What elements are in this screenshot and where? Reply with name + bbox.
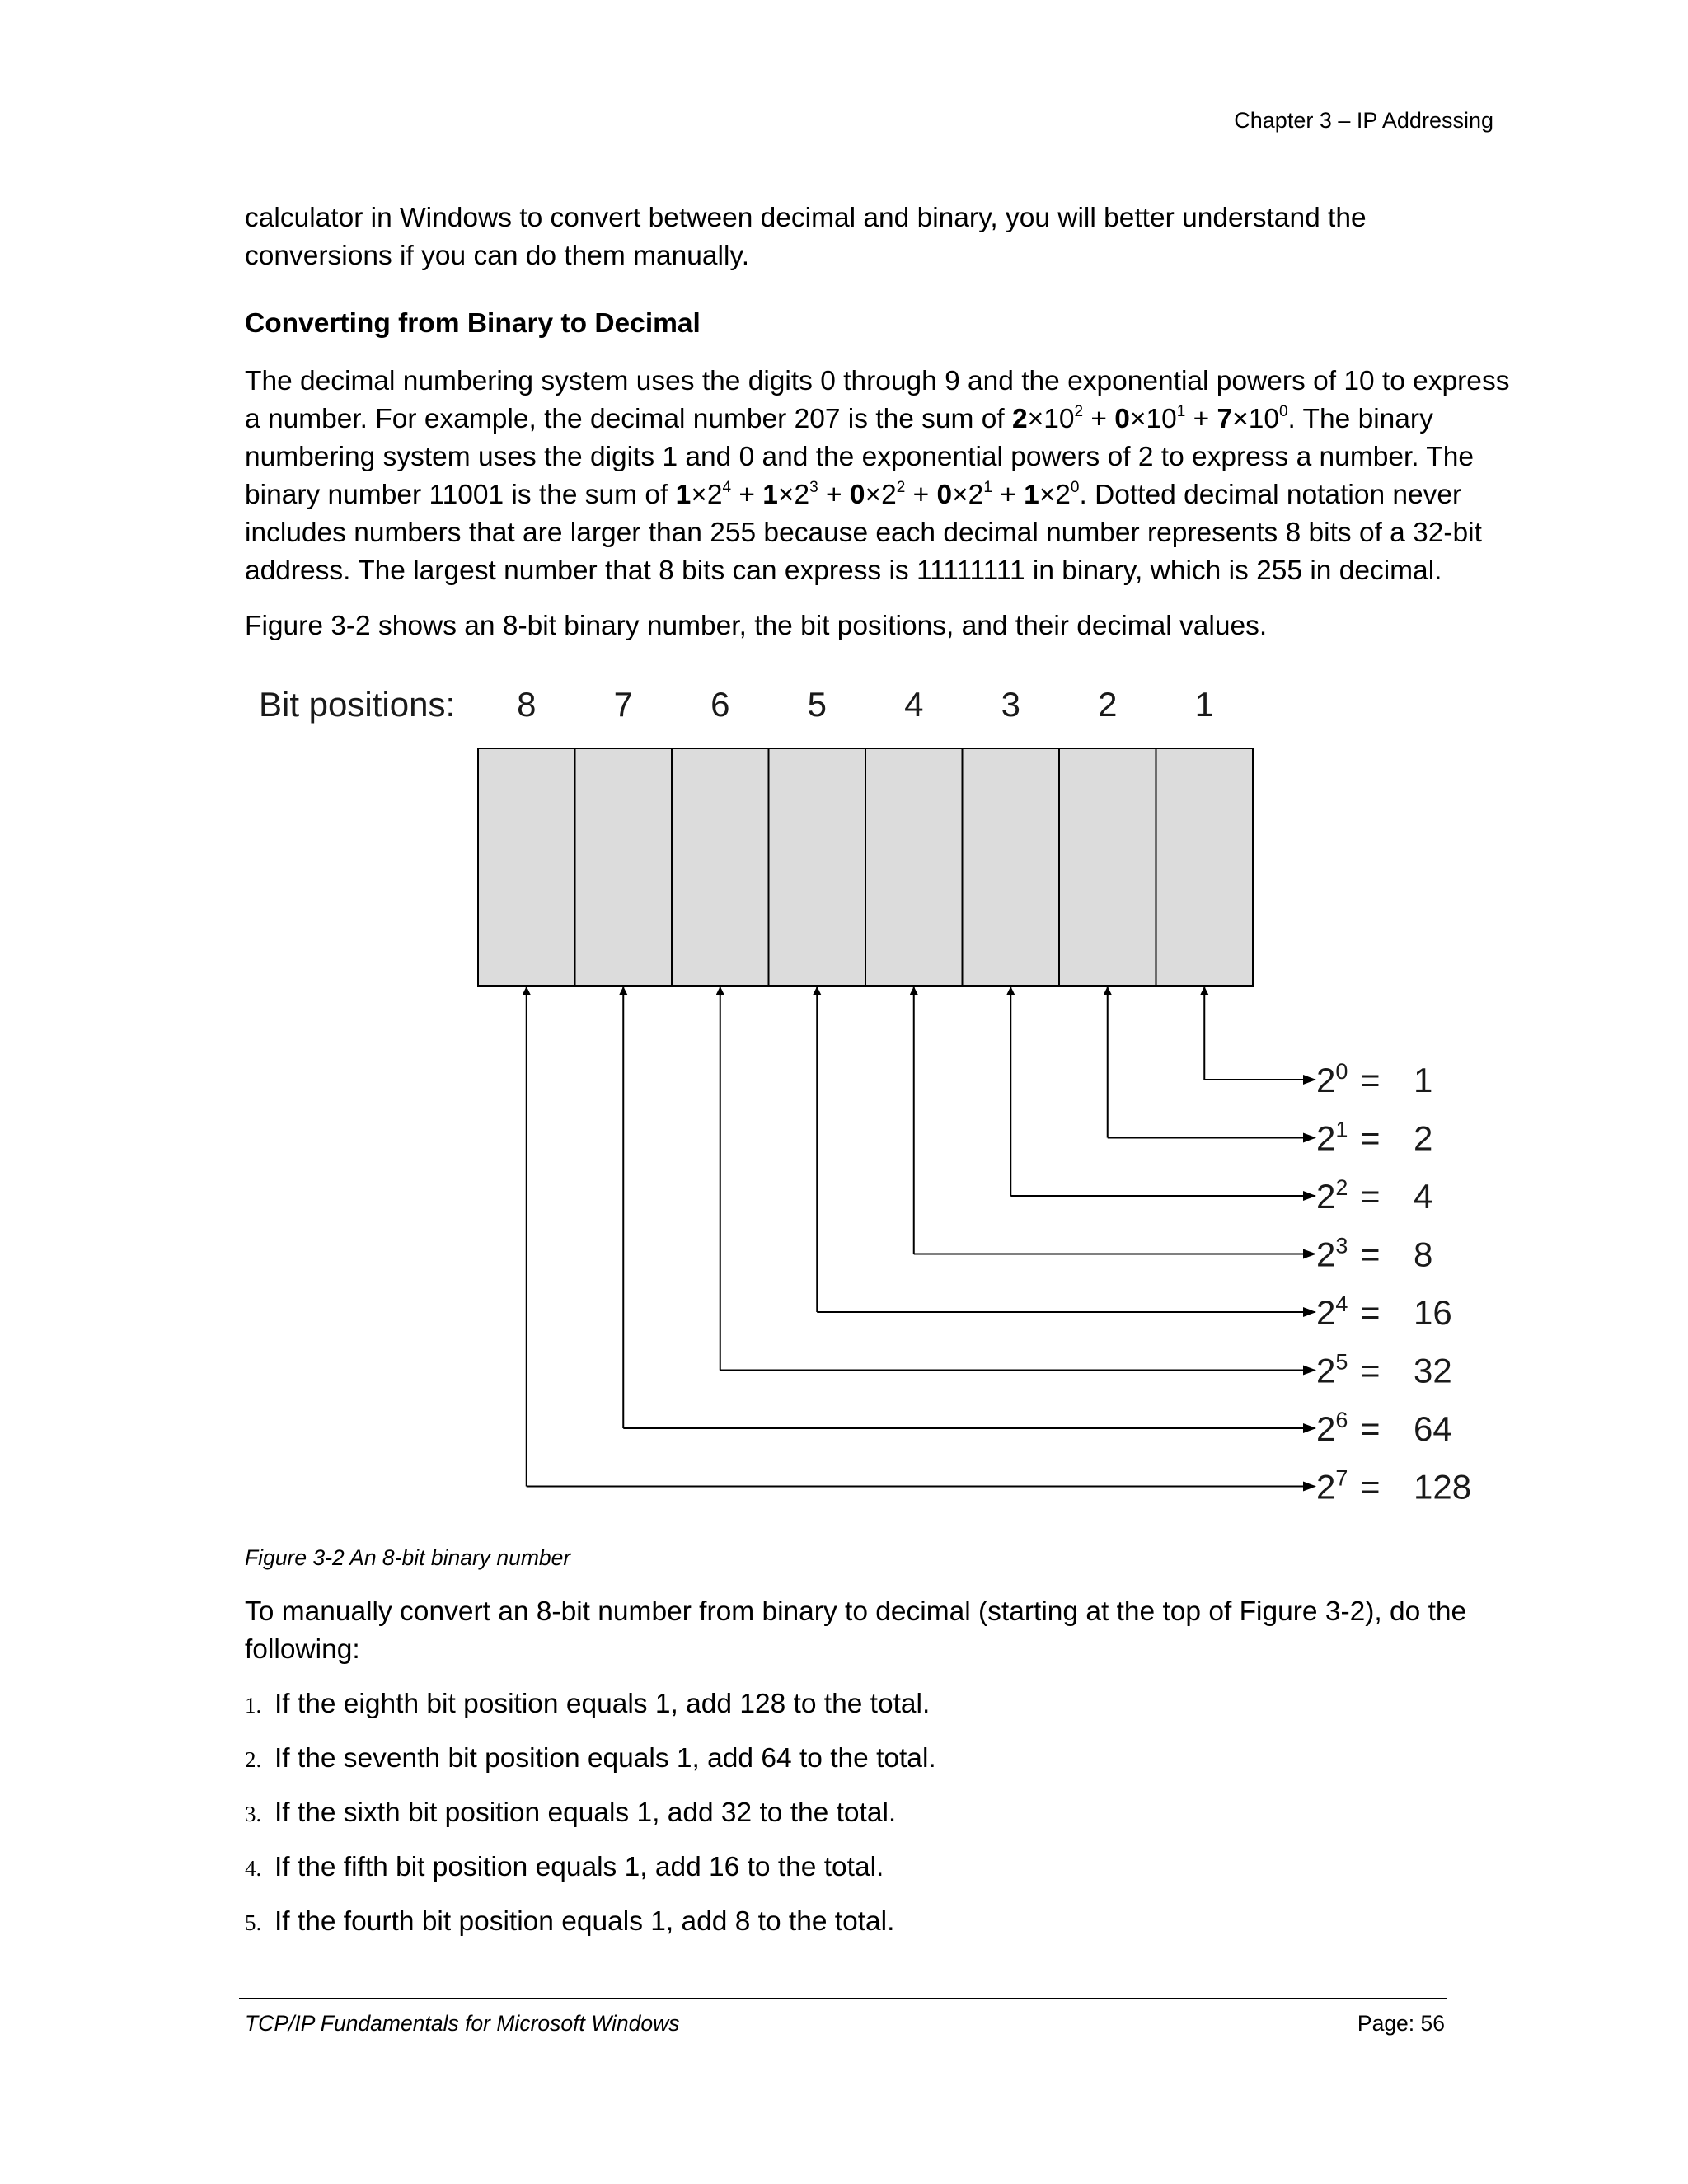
list-item: 2. If the seventh bit position equals 1, add 64 to the total. xyxy=(245,1743,936,1774)
conversion-intro-line-1: To manually convert an 8-bit number from binary to decimal (starting at the top of Figure 3-2), do the xyxy=(245,1596,1467,1627)
equals-sign: = xyxy=(1360,1293,1381,1332)
equals-sign: = xyxy=(1360,1467,1381,1507)
conversion-intro-line-2: following: xyxy=(245,1634,360,1665)
bit-positions-label: Bit positions: xyxy=(259,685,456,724)
bit-cell xyxy=(575,748,673,986)
intro-line-2: conversions if you can do them manually. xyxy=(245,241,749,271)
footer-title: TCP/IP Fundamentals for Microsoft Windows xyxy=(245,2011,680,2036)
bit-position-label: 4 xyxy=(904,685,924,724)
bit-cell xyxy=(865,748,963,986)
power-label: $2^1$ xyxy=(1316,1117,1348,1158)
bit-position-label: 3 xyxy=(1001,685,1020,724)
power-value: 16 xyxy=(1414,1293,1452,1332)
section-heading: Converting from Binary to Decimal xyxy=(245,308,701,339)
bit-position-label: 2 xyxy=(1098,685,1118,724)
power-value: 4 xyxy=(1414,1177,1433,1216)
list-item: 4. If the fifth bit position equals 1, add 16 to the total. xyxy=(245,1852,884,1882)
power-value: 128 xyxy=(1414,1467,1472,1507)
bit-position-label: 7 xyxy=(613,685,633,724)
equals-sign: = xyxy=(1360,1177,1381,1216)
power-label: $2^2$ xyxy=(1316,1175,1348,1216)
para-line-2: a number. For example, the decimal number 207 is the sum of $2\times 10^2 + 0\times 10^1 + 7\times 10^0$. The binary xyxy=(245,403,1433,434)
bit-cell xyxy=(1059,748,1156,986)
equals-sign: = xyxy=(1360,1351,1381,1390)
bit-cell xyxy=(769,748,866,986)
equals-sign: = xyxy=(1360,1409,1381,1448)
list-item: 1. If the eighth bit position equals 1, add 128 to the total. xyxy=(245,1689,931,1719)
list-item: 3. If the sixth bit position equals 1, add 32 to the total. xyxy=(245,1797,897,1828)
bit-cell xyxy=(672,748,769,986)
bit-cell xyxy=(478,748,575,986)
figure-intro: Figure 3-2 shows an 8-bit binary number, the bit positions, and their decimal values. xyxy=(245,611,1268,641)
para-line-4: binary number 11001 is the sum of $1\times 2^4 + 1\times 2^3 + 0\times 2^2 + 0\times 2^1 + 1\times 2^0$. Dotted decimal notation never xyxy=(245,479,1462,510)
power-value: 64 xyxy=(1414,1409,1452,1448)
power-label: $2^0$ xyxy=(1316,1059,1348,1099)
para-line-1: The decimal numbering system uses the digits 0 through 9 and the exponential powers of 10 to express xyxy=(245,366,1510,396)
power-value: 2 xyxy=(1414,1118,1433,1158)
conversion-intro xyxy=(245,1593,1514,1669)
para-line-3: numbering system uses the digits 1 and 0 and the exponential powers of 2 to express a number. The xyxy=(245,442,1475,472)
list-item: 5. If the fourth bit position equals 1, add 8 to the total. xyxy=(245,1906,895,1937)
footer-rule xyxy=(239,1998,1447,1999)
power-label: $2^4$ xyxy=(1316,1291,1348,1332)
equals-sign: = xyxy=(1360,1061,1381,1099)
power-label: $2^6$ xyxy=(1316,1408,1348,1448)
power-label: $2^5$ xyxy=(1316,1349,1348,1390)
equals-sign: = xyxy=(1360,1118,1381,1158)
figure-caption: Figure 3-2 An 8-bit binary number xyxy=(245,1545,571,1570)
equals-sign: = xyxy=(1360,1235,1381,1274)
para-line-5: includes numbers that are larger than 255 because each decimal number represents 8 bits of a 32-bit xyxy=(245,518,1482,548)
power-label: $2^3$ xyxy=(1316,1233,1348,1274)
para-line-6: address. The largest number that 8 bits can express is 11111111 in binary, which is 255 in decimal. xyxy=(245,555,1442,586)
power-value: 32 xyxy=(1414,1351,1452,1390)
power-label: $2^7$ xyxy=(1316,1465,1348,1507)
bit-position-label: 6 xyxy=(710,685,730,724)
bit-position-label: 5 xyxy=(807,685,827,724)
intro-line-1: calculator in Windows to convert between decimal and binary, you will better understand the xyxy=(245,203,1367,233)
power-value: 1 xyxy=(1414,1061,1433,1099)
bit-position-label: 1 xyxy=(1194,685,1214,724)
power-value: 8 xyxy=(1414,1235,1433,1274)
running-header: Chapter 3 – IP Addressing xyxy=(1234,108,1493,133)
bit-position-label: 8 xyxy=(517,685,537,724)
bit-cell xyxy=(963,748,1060,986)
bit-cell xyxy=(1156,748,1254,986)
page-number: Page: 56 xyxy=(1357,2011,1445,2036)
